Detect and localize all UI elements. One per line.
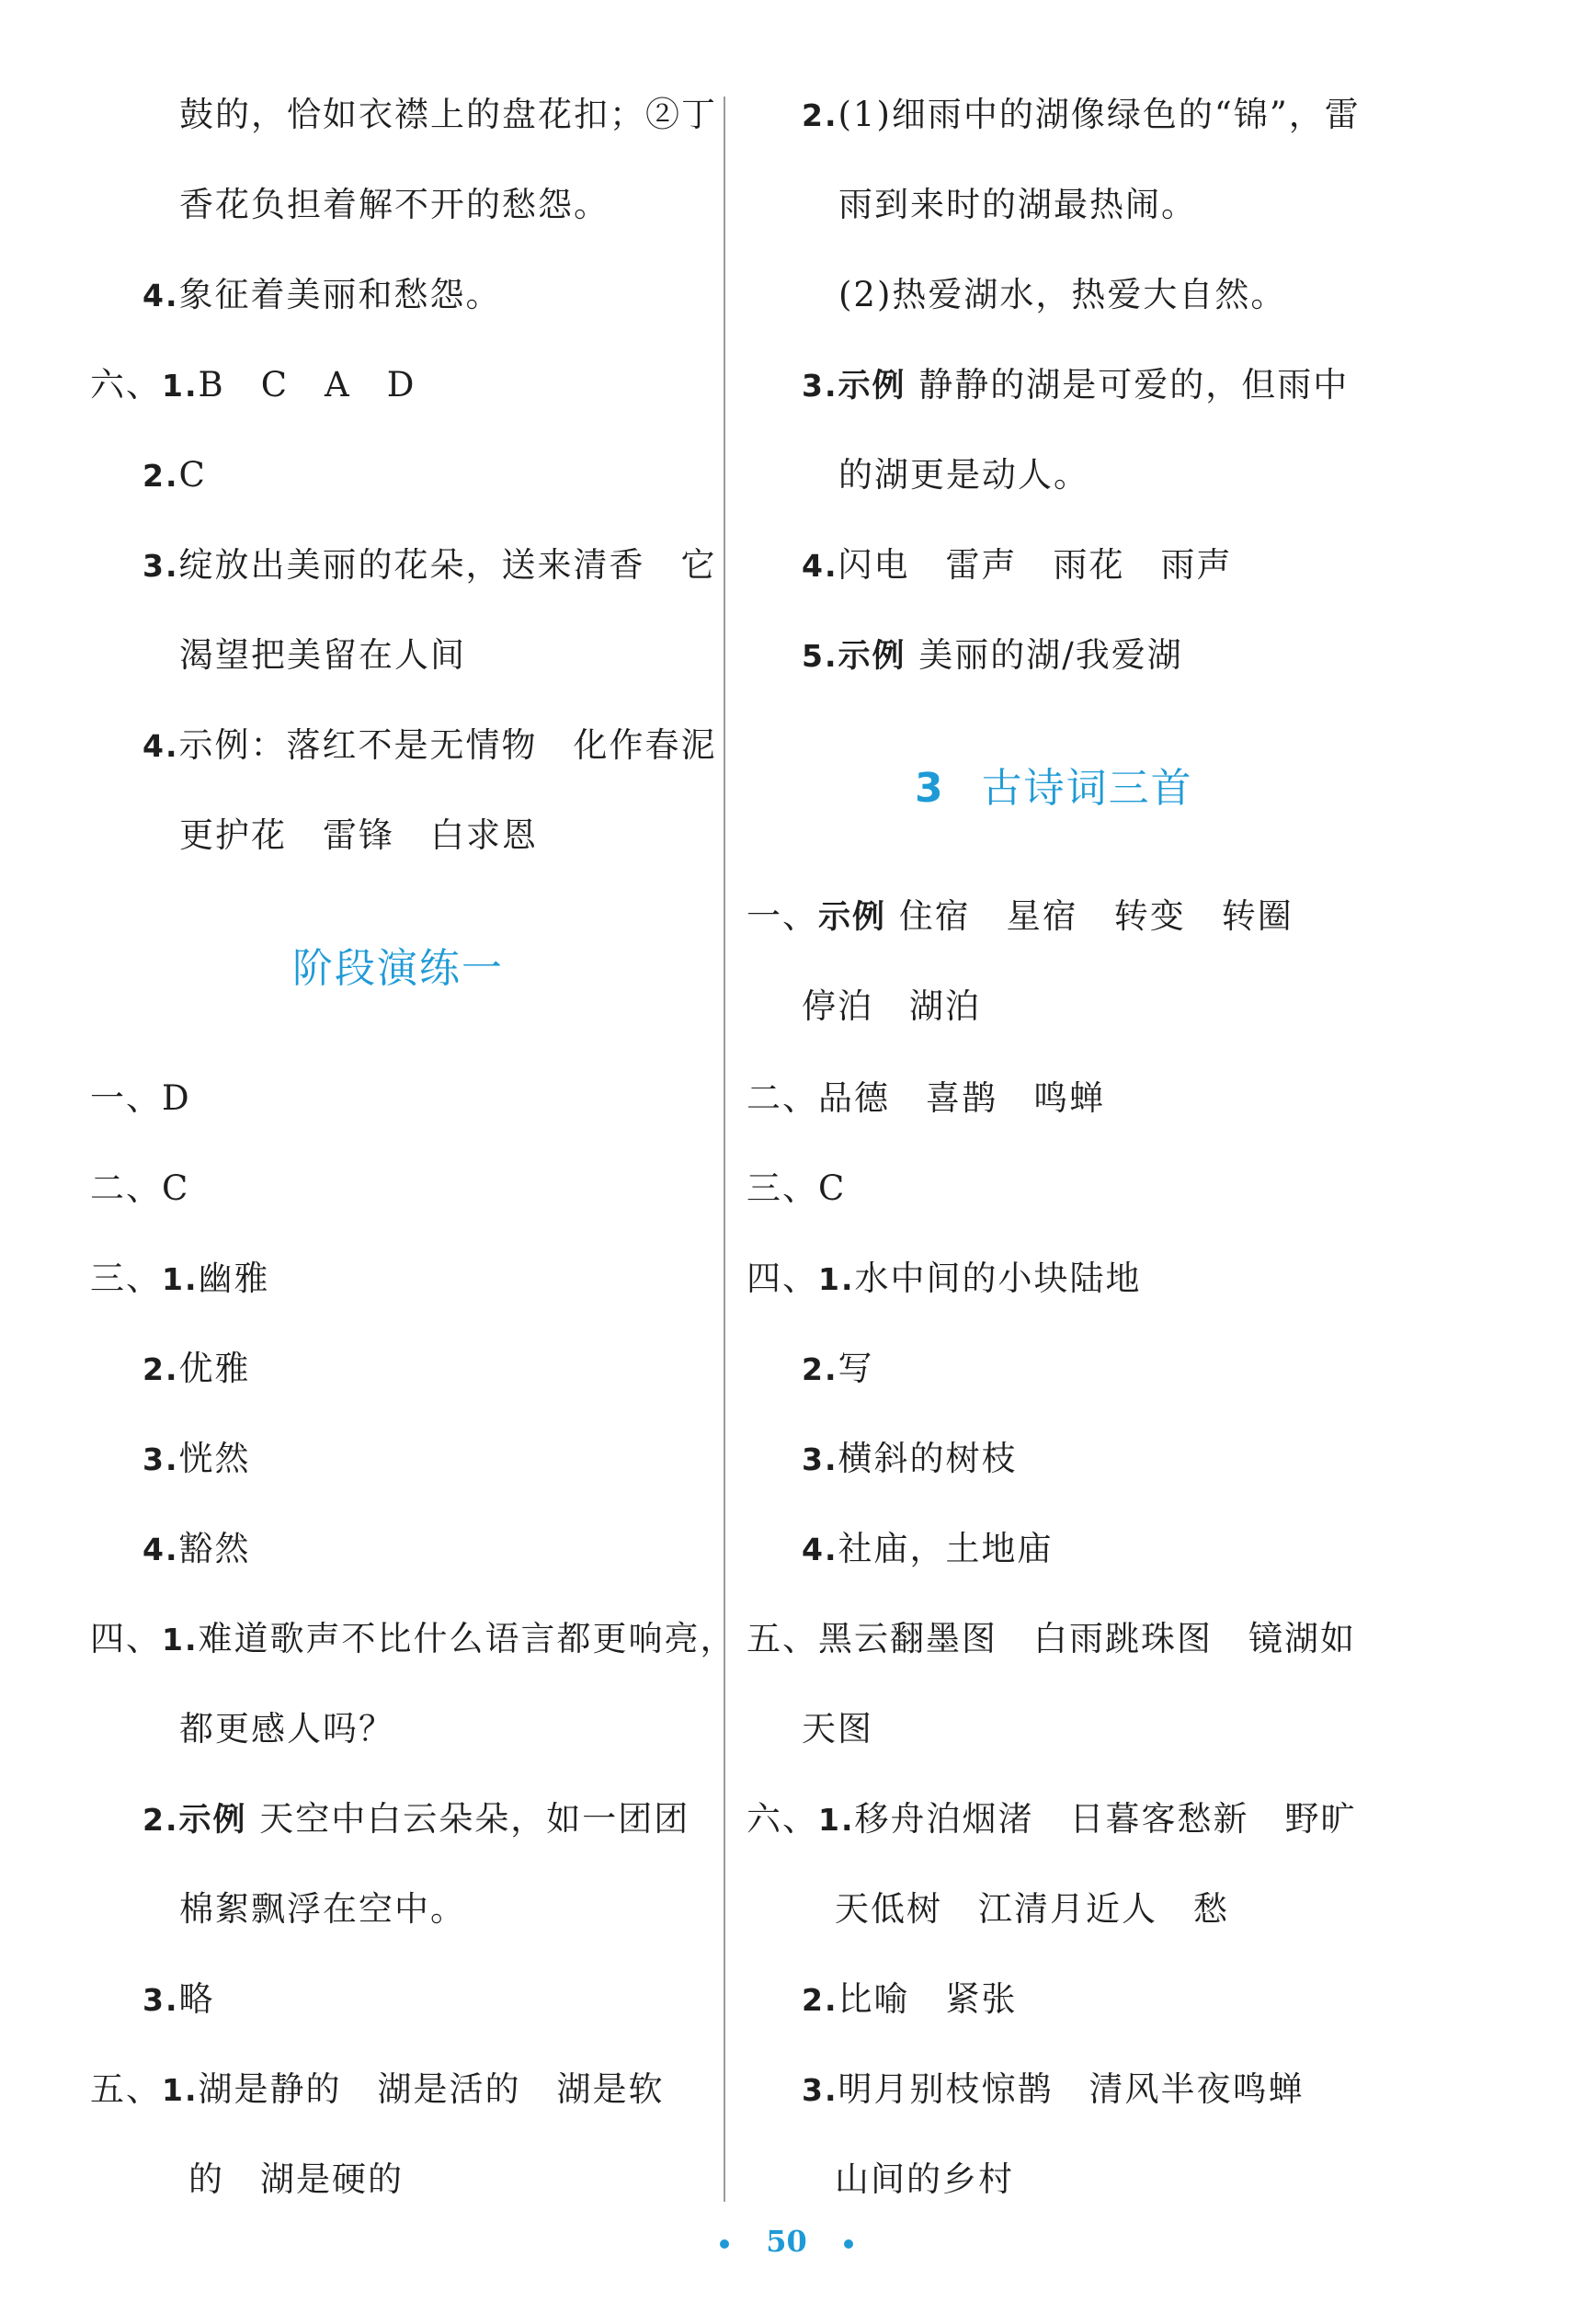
answer-section-3-item-4: 4.豁然 — [142, 1529, 251, 1568]
section-6-item-4: 4.示例：落红不是无情物 化作春泥 — [142, 725, 717, 765]
answer-section-1: 一、D — [90, 1078, 191, 1118]
lesson-section-6-item-2: 2.比喻 紧张 — [802, 1979, 1018, 2019]
answer-continuation: 香花负担着解不开的愁怨。 — [179, 185, 610, 224]
footer-dot-left — [720, 2239, 729, 2249]
page-number: 50 — [766, 2224, 807, 2259]
answer-section-4-item-1: 四、1.难道歌声不比什么语言都更响亮， — [90, 1619, 736, 1658]
lesson-number: 3 — [915, 765, 945, 812]
answer-section-5-item-1-cont: 的 湖是硬的 — [188, 2159, 404, 2199]
answer-item-2-cont: 雨到来时的湖最热闹。 — [838, 185, 1197, 224]
answer-item-5: 5.示例 美丽的湖/我爱湖 — [802, 635, 1183, 675]
answer-section-4-item-2-cont: 棉絮飘浮在空中。 — [179, 1889, 466, 1929]
lesson-section-4-item-1: 四、1.水中间的小块陆地 — [747, 1259, 1142, 1298]
lesson-section-1: 一、示例 住宿 星宿 转变 转圈 — [747, 896, 1294, 936]
answer-section-3-item-1: 三、1.幽雅 — [90, 1259, 270, 1298]
answer-section-3-item-3: 3.恍然 — [142, 1439, 251, 1478]
answer-continuation: 鼓的，恰如衣襟上的盘花扣；②丁 — [179, 95, 717, 134]
lesson-section-6-item-3-cont: 山间的乡村 — [835, 2159, 1014, 2199]
lesson-section-1-cont: 停泊 湖泊 — [802, 986, 981, 1026]
section-6-item-1: 六、1.B C A D — [90, 365, 416, 404]
lesson-section-2: 二、品德 喜鹊 鸣蝉 — [747, 1078, 1105, 1118]
lesson-name: 古诗词三首 — [981, 765, 1193, 812]
lesson-section-5: 五、黑云翻墨图 白雨跳珠图 镜湖如 — [747, 1619, 1356, 1658]
lesson-section-3: 三、C — [747, 1168, 847, 1208]
answer-item-4: 4.闪电 雷声 雨花 雨声 — [802, 545, 1233, 585]
lesson-section-6-item-1: 六、1.移舟泊烟渚 日暮客愁新 野旷 — [747, 1799, 1357, 1839]
section-6-item-4-cont: 更护花 雷锋 白求恩 — [179, 815, 538, 855]
section-6-item-2: 2.C — [142, 455, 207, 495]
answer-item-3: 3.示例 静静的湖是可爱的，但雨中 — [802, 365, 1350, 404]
stage-practice-title: 阶段演练一 — [292, 945, 504, 992]
answer-item-2-part2: (2)热爱湖水，热爱大自然。 — [838, 275, 1287, 314]
lesson-section-4-item-2: 2.写 — [802, 1349, 874, 1388]
answer-section-4-item-3: 3.略 — [142, 1979, 215, 2019]
lesson-title — [915, 761, 1193, 816]
answer-item: 4.象征着美丽和愁怨。 — [142, 275, 502, 314]
answer-section-2: 二、C — [90, 1168, 190, 1208]
page-footer — [0, 2223, 1573, 2260]
lesson-section-4-item-4: 4.社庙，土地庙 — [802, 1529, 1054, 1568]
lesson-section-4-item-3: 3.横斜的树枝 — [802, 1439, 1018, 1478]
lesson-section-5-cont: 天图 — [802, 1709, 873, 1749]
section-6-item-3-cont: 渴望把美留在人间 — [179, 635, 466, 675]
footer-dot-right — [844, 2239, 853, 2249]
answer-section-4-item-2: 2.示例 天空中白云朵朵，如一团团 — [142, 1799, 690, 1839]
answer-section-3-item-2: 2.优雅 — [142, 1349, 251, 1388]
answer-section-4-item-1-cont: 都更感人吗？ — [179, 1709, 394, 1749]
column-divider — [724, 97, 725, 2202]
answer-item-2: 2.(1)细雨中的湖像绿色的“锦”，雷 — [802, 95, 1361, 134]
section-6-item-3: 3.绽放出美丽的花朵，送来清香 它 — [142, 545, 717, 585]
lesson-section-6-item-3: 3.明月别枝惊鹊 清风半夜鸣蝉 — [802, 2069, 1305, 2109]
answer-section-5-item-1: 五、1.湖是静的 湖是活的 湖是软 — [90, 2069, 665, 2109]
answer-item-3-cont: 的湖更是动人。 — [838, 455, 1089, 495]
lesson-section-6-item-1-cont: 天低树 江清月近人 愁 — [835, 1889, 1229, 1929]
